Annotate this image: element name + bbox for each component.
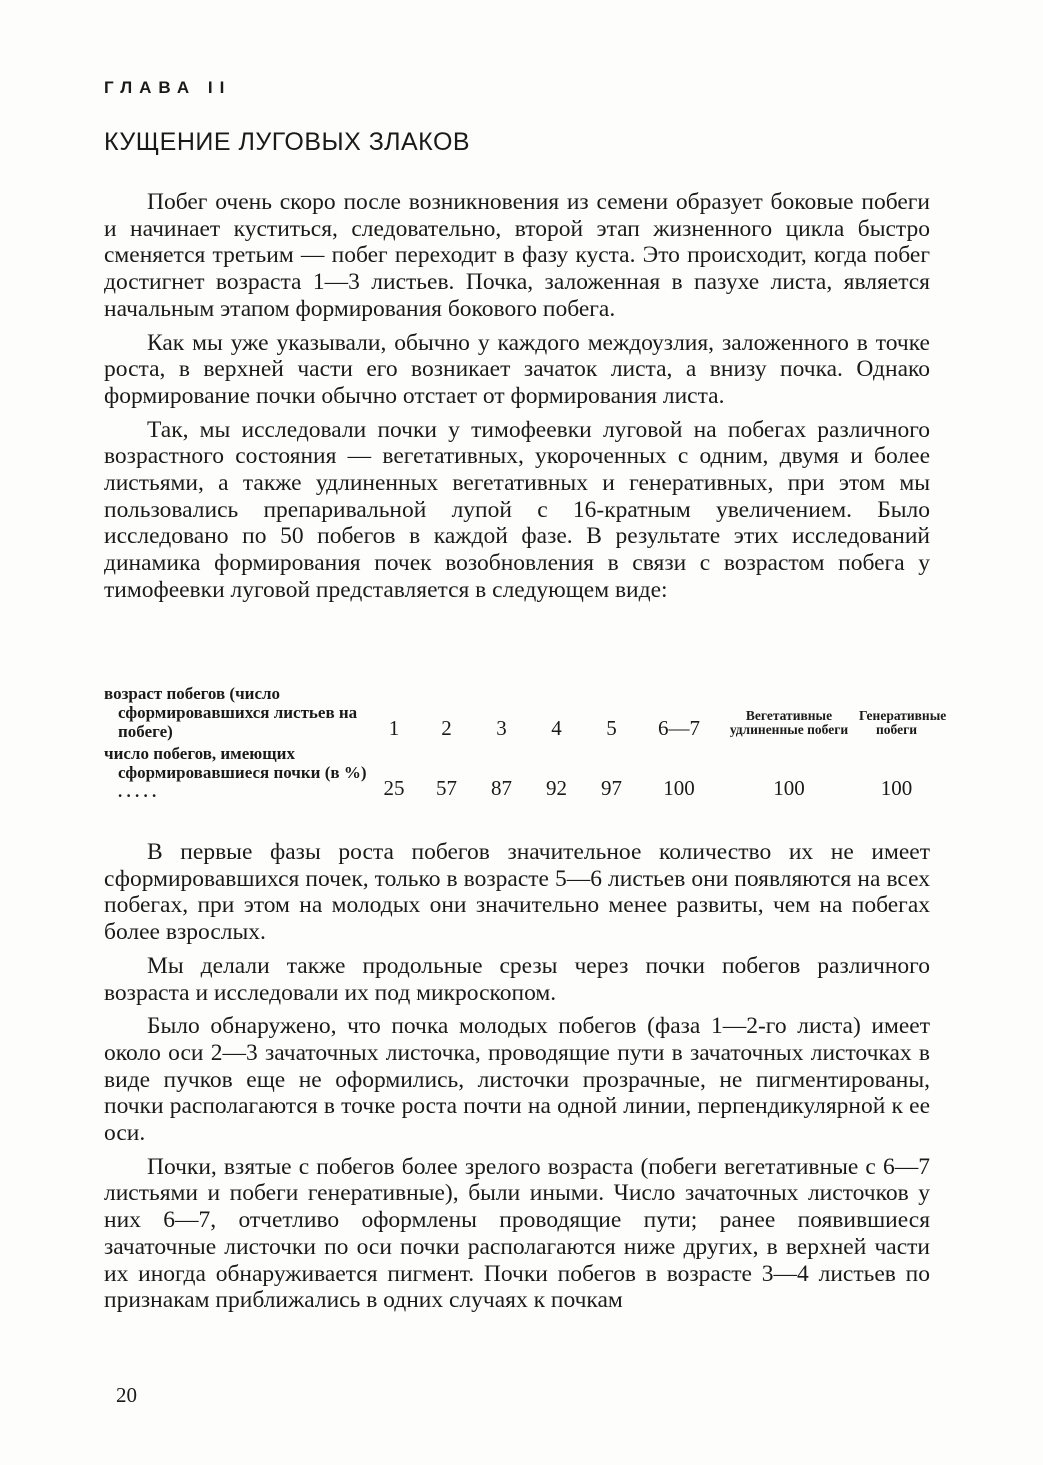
table-cell: 25 [383,776,405,800]
column-header: 6—7 [658,716,700,740]
table-cell: 97 [601,776,622,800]
paragraph: Побег очень скоро после возникновения из семени образует боковые побеги и начинает куститься, следовательно, второй этап жизненного цикла быстро сменяется третьим — побег переходит в фазу куста. Это происходит, когда побег достигнет возраста 1—3 листьев. Почка, заложенная в пазухе листа, является начальным этапом формирования бокового побега. [104,189,930,322]
paragraph: В первые фазы роста побегов значительное количество их не имеет сформировавшихся почек, только в возрасте 5—6 листьев они появляются на всех побегах, при этом на молодых они значительно менее развиты, чем на побегах более взрослых. [104,839,930,946]
table-row-percent [104,741,934,801]
paragraph: Так, мы исследовали почки у тимофеевки луговой на побегах различного возрастного состояния — вегетативных, укороченных с одним, двумя и более листьями, а также удлиненных вегетативных и генеративных, при этом мы пользовались препаривальной лупой с 16-кратным увеличением. Было исследовано по 50 побегов в каждой фазе. В результате этих исследований динамика формирования почек возобновления в связи с возрастом побега у тимофеевки луговой представляется в следующем виде: [104,416,930,603]
column-header: 3 [496,716,507,740]
table-row-age [104,684,934,741]
page-number: 20 [116,1383,137,1407]
column-header-generative: Генеративные побеги [859,708,947,737]
paragraph: Как мы уже указывали, обычно у каждого междоузлия, заложенного в точке роста, в верхней части его возникает зачаток листа, а внизу почка. Однако формирование почки обычно отстает от формирования листа. [104,329,930,409]
table-cell: 57 [436,776,457,800]
table-cell: 100 [880,776,913,800]
column-header-vegetative: Вегетативные удлиненные побеги [729,708,849,737]
chapter-heading: ГЛАВА II [104,78,232,97]
row-label-percent: число побегов, имеющих сформировавшиеся почки (в %) . . . . . [104,744,367,801]
body-text-lower [104,839,930,1314]
table-cell: 92 [546,776,567,800]
paragraph: Почки, взятые с побегов более зрелого возраста (побеги вегетативные с 6—7 листьями и побеги генеративные), были иными. Число зачаточных листочков у них 6—7, отчетливо оформлены проводящие пути; ранее появившиеся зачаточные листочки по оси почки располагаются ниже других, в верхней части их иногда обнаруживается пигмент. Почки побегов в возрасте 3—4 листьев по признакам приближались в одних случаях к почкам [104,1153,930,1314]
chapter-title: КУЩЕНИЕ ЛУГОВЫХ ЗЛАКОВ [104,128,471,156]
table-cell: 87 [491,776,512,800]
paragraph: Мы делали также продольные срезы через почки побегов различного возраста и исследовали их под микроскопом. [104,952,930,1006]
bud-formation-table [104,684,947,801]
column-header: 2 [441,716,452,740]
body-text-upper [104,189,930,604]
column-header: 4 [551,716,562,740]
column-header: 5 [606,716,617,740]
table-cell: 100 [663,776,695,800]
table-cell: 100 [773,776,805,800]
column-header: 1 [388,716,400,740]
paragraph: Было обнаружено, что почка молодых побегов (фаза 1—2-го листа) имеет около оси 2—3 зачаточных листочка, проводящие пути в зачаточных листочках в виде пучков еще не оформились, листочки прозрачные, не пигментированы, почки располагаются в точке роста почти на одной линии, перпендикулярной к ее оси. [104,1013,930,1147]
row-label-age: возраст побегов (число сформировавшихся листьев на побеге) [104,684,358,741]
